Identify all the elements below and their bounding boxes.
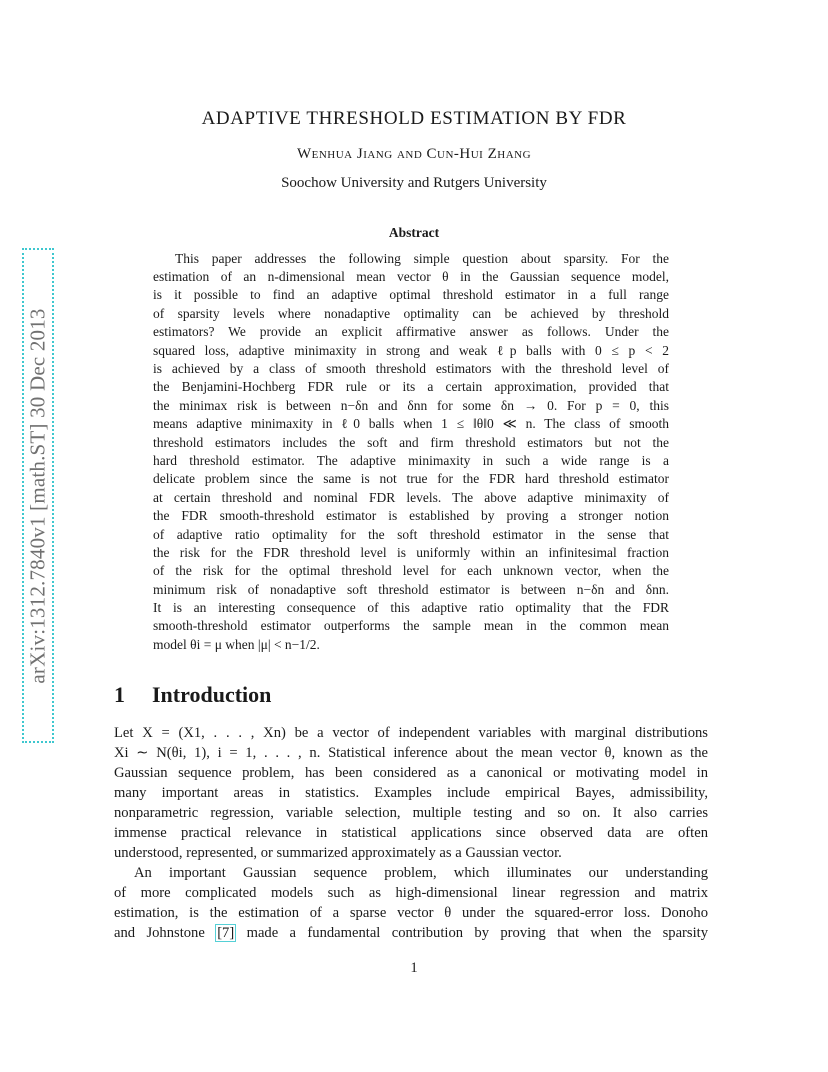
section-number: 1 <box>114 682 125 707</box>
abstract-line: the risk for the FDR threshold level is uniformly within an infinitesimal fraction <box>153 545 669 560</box>
abstract-line: squared loss, adaptive minimaxity in strong and weak ℓp balls with 0 ≤ p < 2 <box>153 343 669 358</box>
abstract-line: This paper addresses the following simple question about sparsity. For the <box>175 251 669 266</box>
abstract-line: of the risk for the optimal threshold level for each unknown vector, when the <box>153 563 669 578</box>
abstract-line: threshold estimators includes the soft and firm threshold estimators but not the <box>153 435 669 450</box>
abstract-line: at certain threshold and nominal FDR levels. The above adaptive minimaxity of <box>153 490 669 505</box>
abstract-line: of sparsity levels where nonadaptive optimality can be achieved by threshold <box>153 306 669 321</box>
abstract-line: the Benjamini-Hochberg FDR rule or its a certain approximation, provided that <box>153 379 669 394</box>
body-line: estimation, is the estimation of a sparse vector θ under the squared-error loss. Donoho <box>114 905 708 921</box>
abstract-line: smooth-threshold estimator outperforms the sample mean in the common mean <box>153 618 669 633</box>
body-line: nonparametric regression, variable selection, multiple testing and so on. It also carries <box>114 805 708 821</box>
paper-authors: Wenhua Jiang and Cun-Hui Zhang <box>296 146 532 162</box>
section-title: Introduction <box>152 682 272 707</box>
body-line: of more complicated models such as high-dimensional linear regression and matrix <box>114 885 708 901</box>
abstract-line: hard threshold estimator. The adaptive minimaxity in such a wide range is a <box>153 453 669 468</box>
body-line: Gaussian sequence problem, has been considered as a canonical or motivating model in <box>114 765 708 781</box>
abstract-line: minimum risk of nonadaptive soft threshold estimator is between n−δn and δnn. <box>153 582 669 597</box>
body-line-with-citation <box>114 923 708 943</box>
arxiv-stamp <box>22 248 54 743</box>
abstract-line: model θi = μ when |μ| < n−1/2. <box>153 637 320 652</box>
body-line: Xi ∼ N(θi, 1), i = 1, . . . , n. Statistical inference about the mean vector θ, known as the <box>114 745 708 761</box>
citation-link[interactable]: [7] <box>217 925 235 941</box>
arxiv-stamp-text: arXiv:1312.7840v1 [math.ST] 30 Dec 2013 <box>25 307 50 684</box>
abstract-line: the minimax risk is between n−δn and δnn for some δn → 0. For p = 0, this <box>153 398 669 413</box>
body-line: many important areas in statistics. Examples include empirical Bayes, admissibility, <box>114 785 708 801</box>
paper-affiliation: Soochow University and Rutgers University <box>281 175 547 191</box>
abstract-line: of adaptive ratio optimality for the soft threshold estimator in the sense that <box>153 527 669 542</box>
section-heading <box>114 682 271 708</box>
abstract-line: It is an interesting consequence of this adaptive ratio optimality that the FDR <box>153 600 669 615</box>
abstract-line: delicate problem since the same is not true for the FDR hard threshold estimator <box>153 471 669 486</box>
abstract-line: means adaptive minimaxity in ℓ0 balls when 1 ≤ ‖θ‖0 ≪ n. The class of smooth <box>153 416 669 431</box>
abstract-line: the FDR smooth-threshold estimator is established by proving a stronger notion <box>153 508 669 523</box>
page-number: 1 <box>410 960 418 976</box>
body-line: immense practical relevance in statistical applications since observed data are often <box>114 825 708 841</box>
abstract-heading: Abstract <box>388 225 440 240</box>
paper-title: ADAPTIVE THRESHOLD ESTIMATION BY FDR <box>201 108 627 129</box>
abstract-line: estimation of an n-dimensional mean vector θ in the Gaussian sequence model, <box>153 269 669 284</box>
abstract-line: is it possible to find an adaptive optimal threshold estimator in a full range <box>153 287 669 302</box>
body-text: and Johnstone <box>114 925 217 941</box>
abstract-line: estimators? We provide an explicit affirmative answer as follows. Under the <box>153 324 669 339</box>
body-line: An important Gaussian sequence problem, which illuminates our understanding <box>134 865 708 881</box>
abstract-line: is achieved by a class of smooth threshold estimators with the threshold level of <box>153 361 669 376</box>
body-line: Let X = (X1, . . . , Xn) be a vector of independent variables with marginal distributions <box>114 725 708 741</box>
body-text: made a fundamental contribution by proving that when the sparsity <box>235 925 708 941</box>
body-line: understood, represented, or summarized approximately as a Gaussian vector. <box>114 845 562 861</box>
